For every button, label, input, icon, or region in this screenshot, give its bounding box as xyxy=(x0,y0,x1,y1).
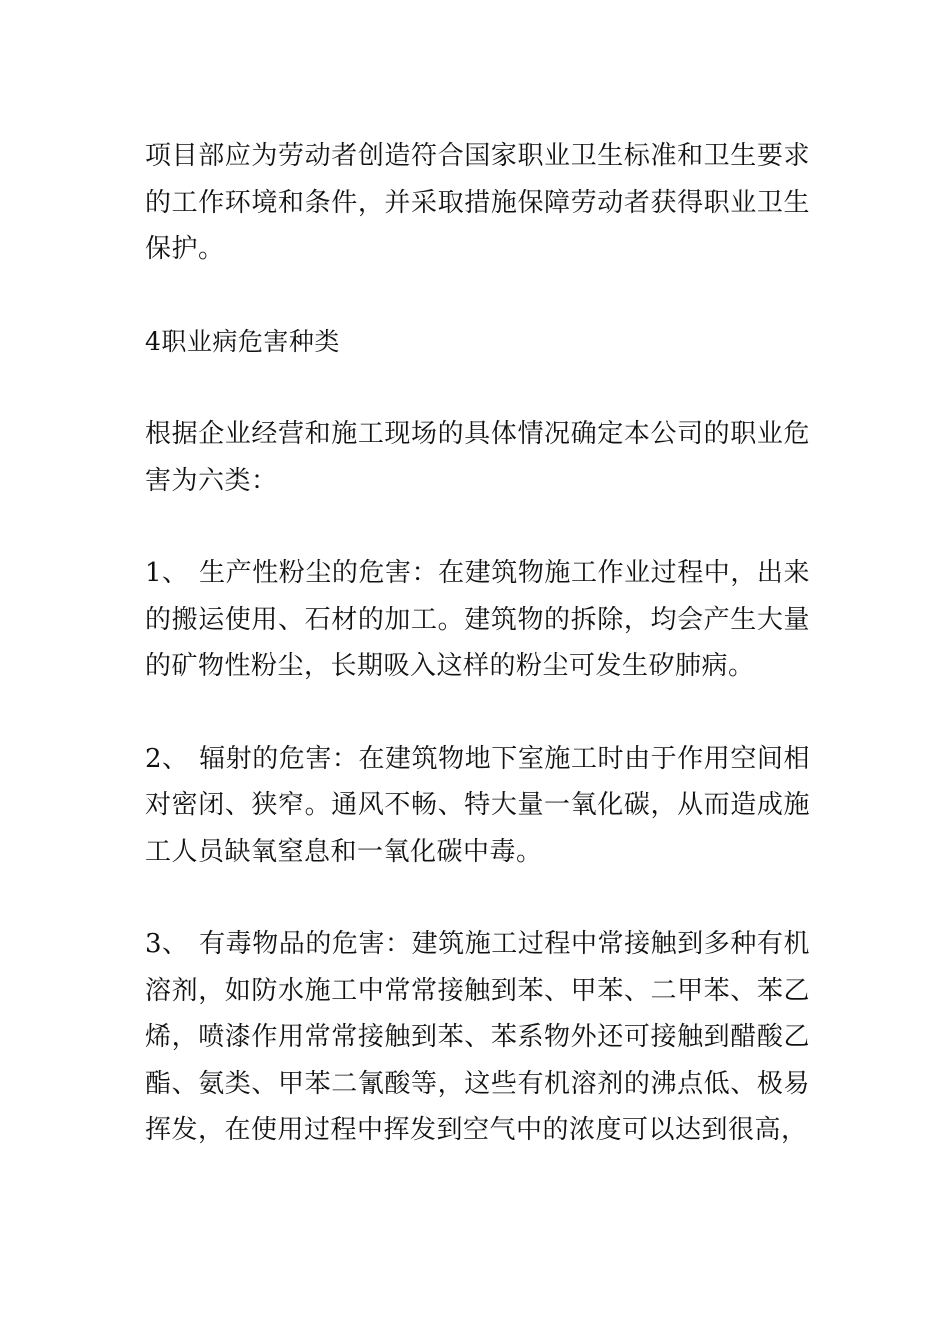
item-text: 辐射的危害：在建筑物地下室施工时由于作用空间相对密闭、狭窄。通风不畅、特大量一氧化碳，从而造成施工人员缺氧窒息和一氧化碳中毒。 xyxy=(145,743,810,867)
hazard-item-2 xyxy=(145,736,810,876)
hazard-item-3 xyxy=(145,921,810,1154)
item-number: 2、 xyxy=(145,743,189,774)
item-text: 有毒物品的危害：建筑施工过程中常接触到多种有机溶剂，如防水施工中常常接触到苯、甲苯、二甲苯、苯乙烯，喷漆作用常常接触到苯、苯系物外还可接触到醋酸乙酯、氨类、甲苯二氰酸等，这些有机溶剂的沸点低、极易挥发，在使用过程中挥发到空气中的浓度可以达到很高， xyxy=(145,929,810,1145)
classification-paragraph: 根据企业经营和施工现场的具体情况确定本公司的职业危害为六类： xyxy=(145,419,810,496)
intro-paragraph: 项目部应为劳动者创造符合国家职业卫生标准和卫生要求的工作环境和条件，并采取措施保障劳动者获得职业卫生保护。 xyxy=(145,141,810,264)
item-number: 1、 xyxy=(145,558,189,588)
section-heading: 4职业病危害种类 xyxy=(145,326,340,356)
document-body xyxy=(145,133,810,1200)
item-number: 3、 xyxy=(145,929,189,959)
item-text: 生产性粉尘的危害：在建筑物施工作业过程中，出来的搬运使用、石材的加工。建筑物的拆除，均会产生大量的矿物性粉尘，长期吸入这样的粉尘可发生矽肺病。 xyxy=(145,558,810,681)
hazard-item-1 xyxy=(145,550,810,690)
